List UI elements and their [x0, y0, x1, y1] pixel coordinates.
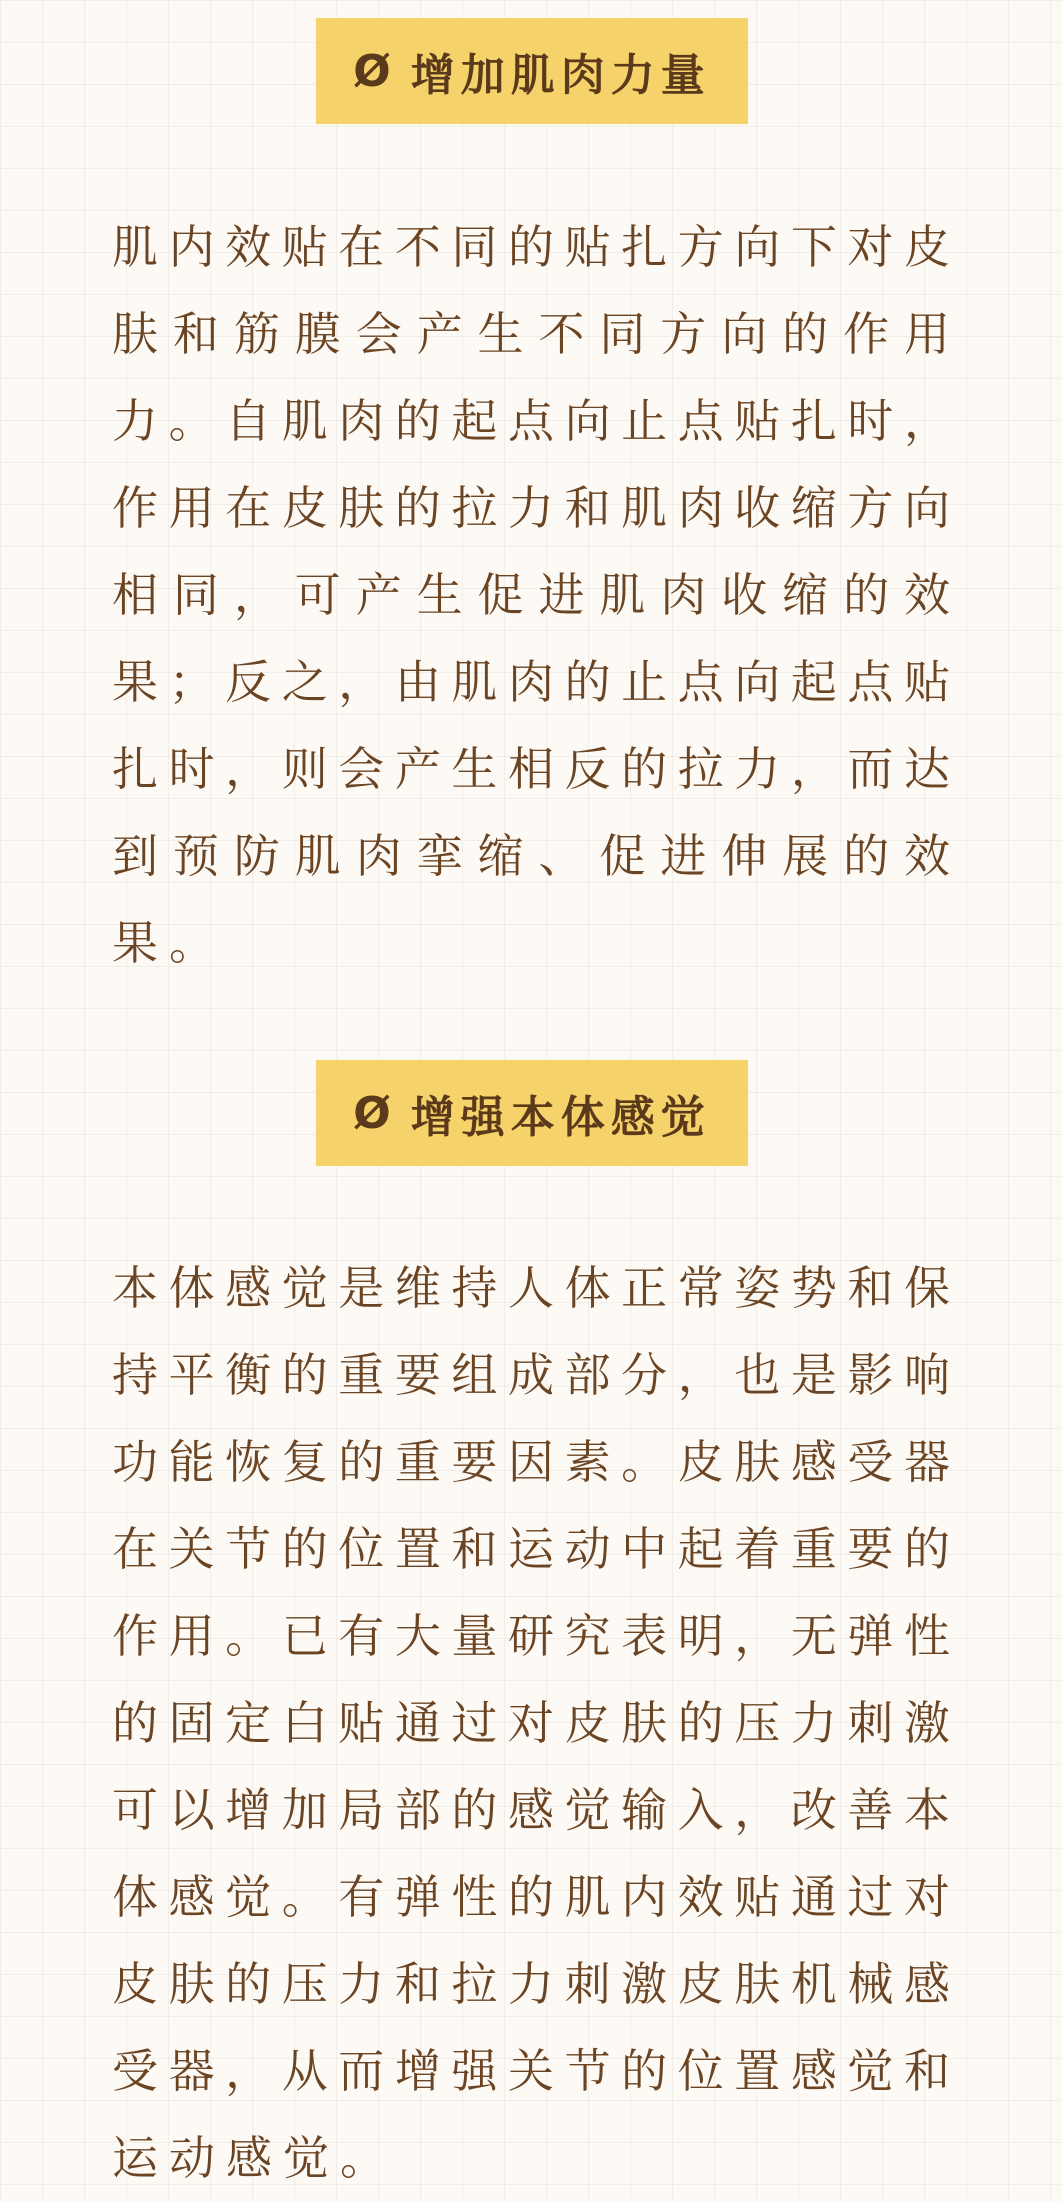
text-line: 作用在皮肤的拉力和肌肉收缩方向 — [112, 481, 950, 535]
paragraph-muscle-strength — [112, 204, 950, 987]
text-line: 在关节的位置和运动中起着重要的 — [112, 1522, 950, 1576]
text-line: 肌内效贴在不同的贴扎方向下对皮 — [112, 220, 950, 274]
section-heading-muscle-strength — [316, 18, 748, 124]
text-line: 皮肤的压力和拉力刺激皮肤机械感 — [112, 1957, 950, 2011]
text-line: 可以增加局部的感觉输入，改善本 — [112, 1783, 950, 1837]
text-line: 运动感觉。 — [112, 2131, 397, 2185]
section-heading-proprioception — [316, 1060, 748, 1166]
text-line: 受器，从而增强关节的位置感觉和 — [112, 2044, 950, 2098]
bullet-marker: Ø — [353, 45, 397, 97]
bullet-marker: Ø — [353, 1087, 397, 1139]
text-line: 功能恢复的重要因素。皮肤感受器 — [112, 1435, 950, 1489]
text-line: 本体感觉是维持人体正常姿势和保 — [112, 1261, 950, 1315]
text-line: 的固定白贴通过对皮肤的压力刺激 — [112, 1696, 950, 1750]
text-line: 肤和筋膜会产生不同方向的作用 — [112, 307, 950, 361]
text-line: 扎时，则会产生相反的拉力，而达 — [112, 742, 950, 796]
text-line: 果。 — [112, 916, 226, 970]
text-line: 果；反之，由肌肉的止点向起点贴 — [112, 655, 950, 709]
section-heading-text: 增加肌肉力量 — [410, 50, 711, 101]
text-line: 到预防肌肉挛缩、促进伸展的效 — [112, 829, 950, 883]
text-line: 力。自肌肉的起点向止点贴扎时， — [112, 394, 950, 448]
text-line: 作用。已有大量研究表明，无弹性 — [112, 1609, 950, 1663]
paragraph-proprioception — [112, 1245, 950, 2202]
text-line: 体感觉。有弹性的肌内效贴通过对 — [112, 1870, 950, 1924]
text-line: 持平衡的重要组成部分，也是影响 — [112, 1348, 950, 1402]
text-line: 相同，可产生促进肌肉收缩的效 — [112, 568, 950, 622]
section-heading-text: 增强本体感觉 — [410, 1092, 711, 1143]
